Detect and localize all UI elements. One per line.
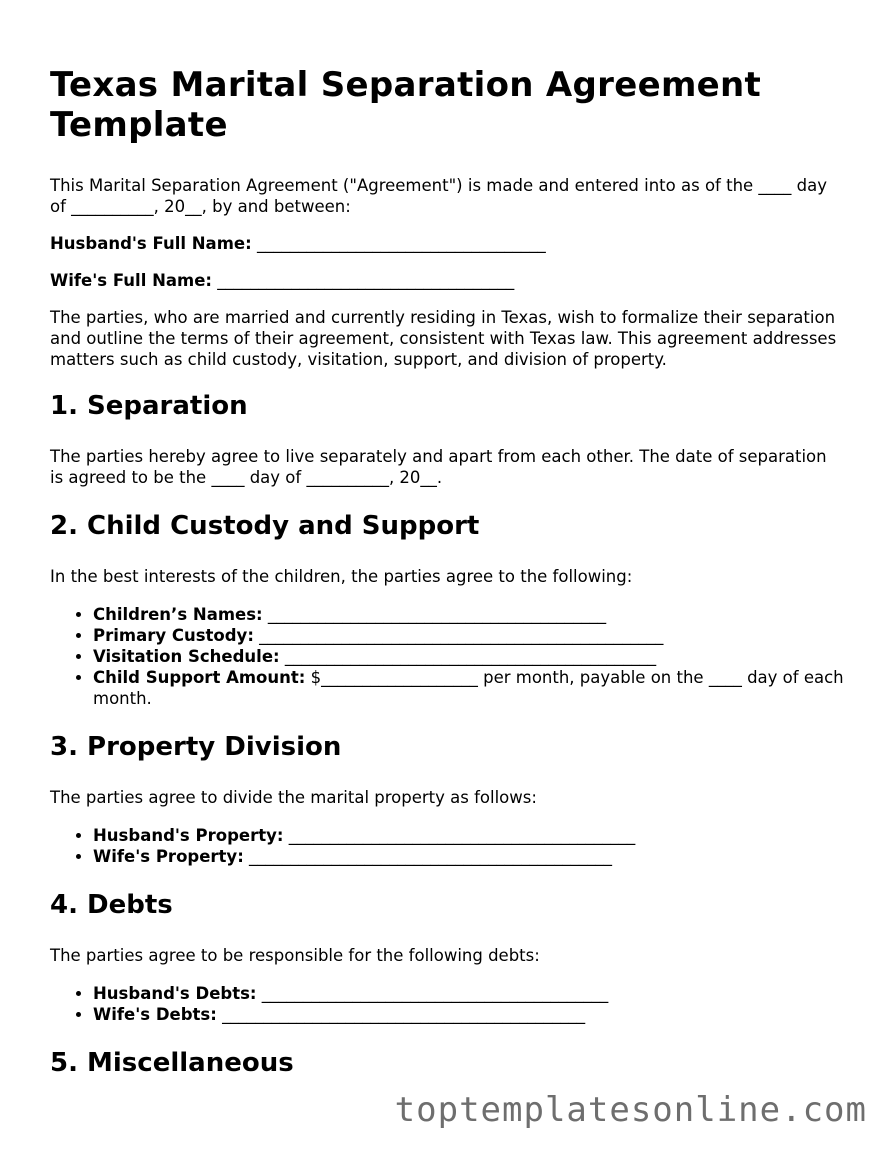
separation-text: The parties hereby agree to live separately and apart from each other. The date of separation is agreed to be the ____ day of __________, 20__. — [50, 447, 827, 487]
children-names-label: Children’s Names: — [93, 605, 263, 624]
child-support-blank: $___________________ per month, payable on the ____ day of each month. — [93, 668, 844, 708]
list-item — [93, 625, 845, 646]
list-item — [93, 983, 845, 1004]
debts-list — [50, 983, 845, 1025]
child-support-label: Child Support Amount: — [93, 668, 306, 687]
children-names-blank: _________________________________________ — [262, 605, 607, 624]
wife-property-blank: ____________________________________________ — [243, 847, 613, 866]
section-heading-debts: 4. Debts — [50, 890, 173, 920]
wife-name-blank: ____________________________________ — [217, 271, 515, 290]
list-item — [93, 825, 845, 846]
site-watermark: toptemplatesonline.com — [394, 1090, 867, 1130]
list-item — [93, 667, 845, 709]
wife-name-field — [50, 270, 845, 291]
section-heading-custody: 2. Child Custody and Support — [50, 511, 480, 541]
property-text: The parties agree to divide the marital property as follows: — [50, 788, 537, 807]
husband-debts-blank: __________________________________________ — [256, 984, 609, 1003]
husband-name-field — [50, 233, 845, 254]
document-title: Texas Marital Separation Agreement Template — [50, 65, 762, 145]
visitation-schedule-label: Visitation Schedule: — [93, 647, 280, 666]
wife-name-label: Wife's Full Name: — [50, 271, 213, 290]
custody-text: In the best interests of the children, the parties agree to the following: — [50, 567, 633, 586]
list-item — [93, 1004, 845, 1025]
visitation-schedule-blank: _____________________________________________ — [279, 647, 657, 666]
custody-list — [50, 604, 845, 709]
husband-property-blank: __________________________________________ — [283, 826, 636, 845]
wife-debts-label: Wife's Debts: — [93, 1005, 217, 1024]
intro-paragraph: This Marital Separation Agreement ("Agreement") is made and entered into as of the ____ day of __________, 20__, by and between: — [50, 176, 828, 216]
section-heading-separation: 1. Separation — [50, 391, 248, 421]
list-item — [93, 646, 845, 667]
wife-debts-blank: ____________________________________________ — [216, 1005, 586, 1024]
list-item — [93, 846, 845, 867]
husband-debts-label: Husband's Debts: — [93, 984, 257, 1003]
purpose-paragraph: The parties, who are married and currently residing in Texas, wish to formalize their separation and outline the terms of their agreement, consistent with Texas law. This agreement addresses matters such as child custody, visitation, support, and division of property. — [50, 308, 837, 369]
list-item — [93, 604, 845, 625]
primary-custody-label: Primary Custody: — [93, 626, 254, 645]
wife-property-label: Wife's Property: — [93, 847, 244, 866]
section-heading-property: 3. Property Division — [50, 732, 342, 762]
primary-custody-blank: _________________________________________________ — [253, 626, 664, 645]
section-heading-misc: 5. Miscellaneous — [50, 1048, 294, 1078]
debts-text: The parties agree to be responsible for the following debts: — [50, 946, 540, 965]
husband-name-blank: ___________________________________ — [256, 234, 546, 253]
document-page — [50, 0, 845, 1079]
property-list — [50, 825, 845, 867]
husband-name-label: Husband's Full Name: — [50, 234, 252, 253]
husband-property-label: Husband's Property: — [93, 826, 284, 845]
